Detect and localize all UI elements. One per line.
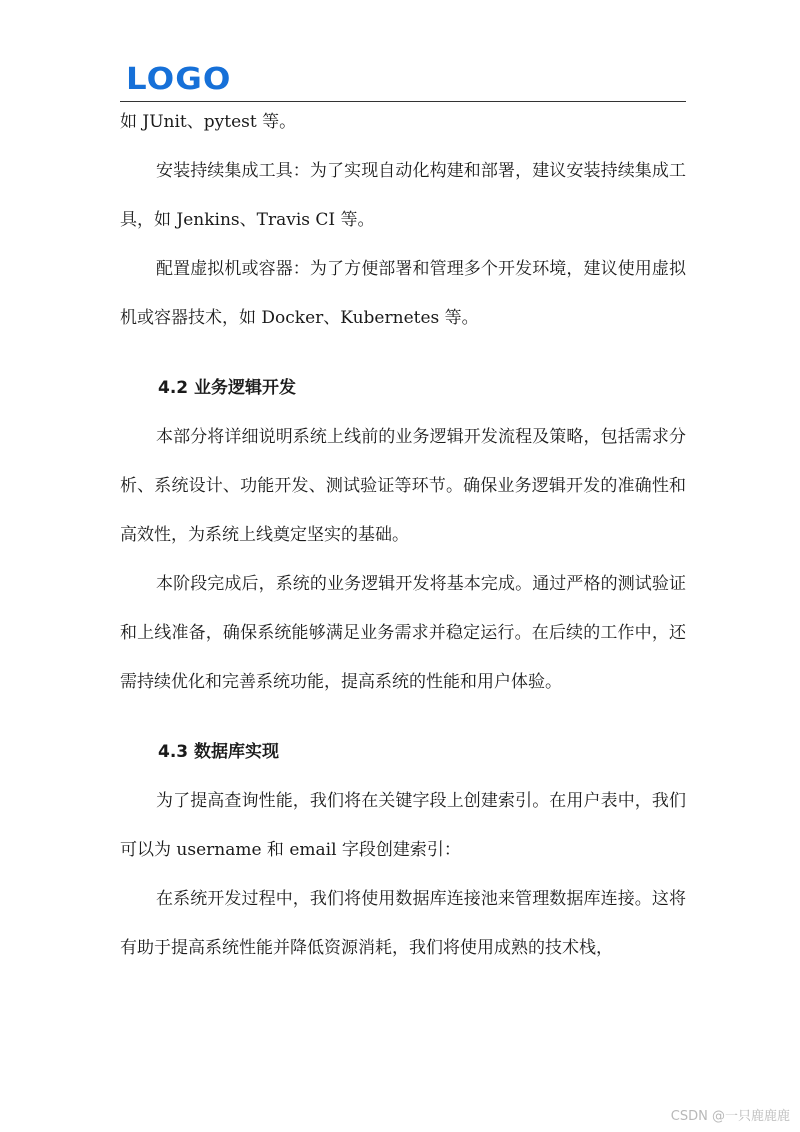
- section-heading-4-3: 4.3 数据库实现: [158, 742, 280, 762]
- watermark: CSDN @一只鹿鹿鹿: [670, 1109, 790, 1124]
- paragraph-continuation: 如 JUnit、pytest 等。: [120, 112, 297, 132]
- section-heading-4-2: 4.2 业务逻辑开发: [158, 378, 297, 398]
- paragraph-business-logic-summary: 本阶段完成后，系统的业务逻辑开发将基本完成。通过严格的测试验证和上线准备，确保系统能够满足业务需求并稳定运行。在后续的工作中，还需持续优化和完善系统功能，提高系统的性能和用户体验。: [120, 574, 686, 692]
- logo: LOGO: [126, 62, 232, 97]
- paragraph-connection-pool: 在系统开发过程中，我们将使用数据库连接池来管理数据库连接。这将有助于提高系统性能并降低资源消耗，我们将使用成熟的技术栈，: [120, 889, 686, 958]
- document-body: [120, 98, 686, 973]
- section-gap: [120, 343, 686, 364]
- paragraph-vm-containers: 配置虚拟机或容器：为了方便部署和管理多个开发环境，建议使用虚拟机或容器技术，如 Docker、Kubernetes 等。: [120, 259, 686, 328]
- paragraph-business-logic-intro: 本部分将详细说明系统上线前的业务逻辑开发流程及策略，包括需求分析、系统设计、功能开发、测试验证等环节。确保业务逻辑开发的准确性和高效性，为系统上线奠定坚实的基础。: [120, 427, 686, 545]
- paragraph-index-creation: 为了提高查询性能，我们将在关键字段上创建索引。在用户表中，我们可以为 username 和 email 字段创建索引：: [120, 791, 686, 860]
- paragraph-ci-tools: 安装持续集成工具：为了实现自动化构建和部署，建议安装持续集成工具，如 Jenkins、Travis CI 等。: [120, 161, 686, 230]
- section-gap: [120, 707, 686, 728]
